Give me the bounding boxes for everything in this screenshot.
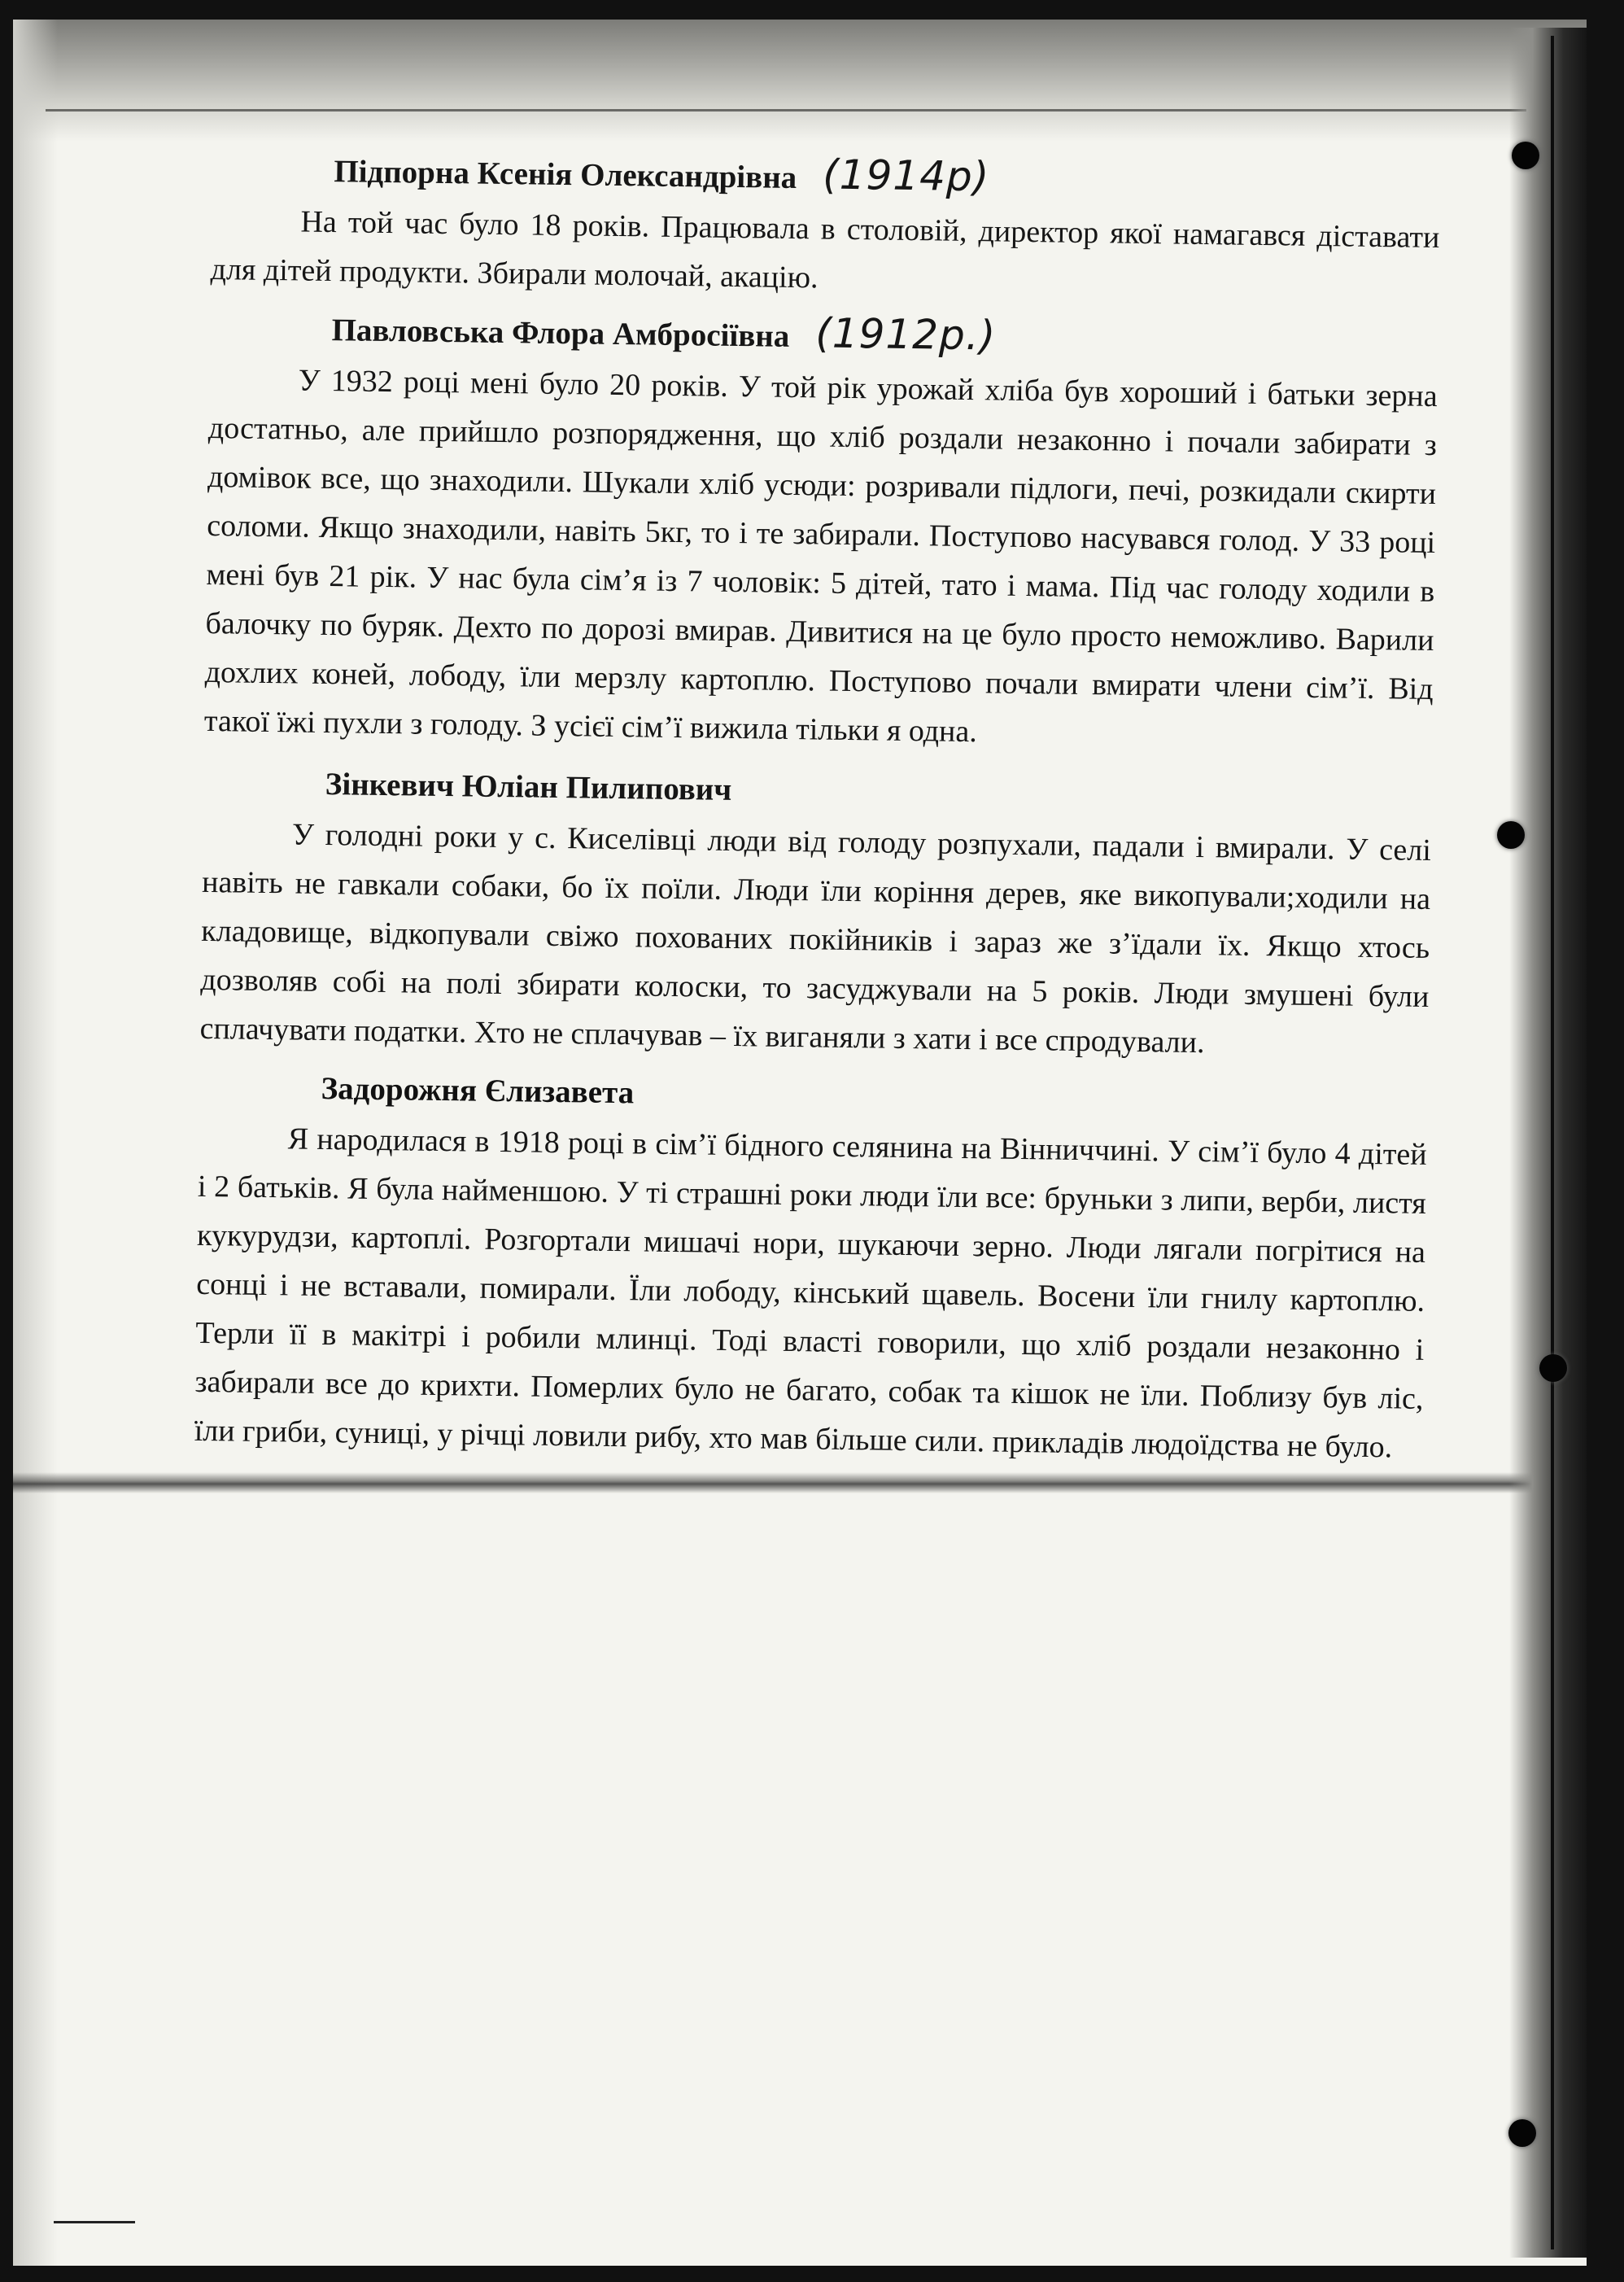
- photocopy-shadow-left: [13, 20, 58, 2266]
- bottom-mark: [54, 2221, 135, 2223]
- photocopy-shadow-top: [13, 20, 1587, 142]
- punch-hole-icon: [1539, 1354, 1567, 1382]
- person-name: Павловська Флора Амбросіївна: [331, 313, 790, 354]
- punch-hole-icon: [1508, 2119, 1536, 2147]
- page-edge-line: [1551, 36, 1554, 2249]
- handwritten-year: (1914р): [822, 151, 990, 201]
- testimony-section: [199, 757, 1432, 1070]
- testimony-section: [194, 1061, 1428, 1472]
- handwritten-year: (1912р.): [814, 309, 997, 360]
- testimony-section: [210, 140, 1440, 311]
- document-page: [13, 20, 1587, 2266]
- person-name: Підпорна Ксенія Олександрівна: [334, 154, 797, 196]
- person-name: Задорожня Єлизавета: [321, 1070, 635, 1111]
- punch-hole-icon: [1512, 142, 1539, 169]
- testimony-section: [204, 299, 1439, 763]
- document-body: [194, 133, 1441, 1477]
- testimony-text: У 1932 році мені було 20 років. У той рік урожай хліба був хороший і батьки зерна достатньо, але прийшло розпорядження, що хліб роздали незаконно і почали забирати з домівок все, що знаходили. Шукали хліб усюди: розривали підлоги, печі, розкидали скирти соломи. Якщо знаходили, навіть 5кг, то і те забирали. Поступово насувався голод. У 33 році мені був 21 рік. У нас була сім’я із 7 чоловік: 5 дітей, тато і мама. Під час голоду ходили в балочку по буряк. Дехто по дорозі вмирав. Дивитися на це було просто неможливо. Варили дохлих коней, лободу, їли мерзлу картоплю. Поступово почали вмирати члени сім’ї. Від такої їжі пухли з голоду. З усієї сім’ї вижила тільки я одна.: [203, 363, 1438, 750]
- testimony-text: На той час було 18 років. Працювала в столовій, директор якої намагався діставати для дітей продукти. Збирали молочай, акацію.: [210, 204, 1440, 295]
- photocopy-shadow-right: [1509, 28, 1587, 2258]
- testimony-text: У голодні роки у с. Киселівці люди від голоду розпухали, падали і вмирали. У селі навіть не гавкали собаки, бо їх поїли. Люди їли коріння дерев, яке викопували;ходили на кладовище, відкопували свіжо похованих покійників і зараз же з’їдали їх. Якщо хтось дозволяв собі на полі збирати колоски, то засуджували на 5 років. Люди змушені були сплачувати податки. Хто не сплачував – їх виганяли з хати і все спродували.: [199, 817, 1432, 1060]
- photocopy-rule-line: [46, 109, 1526, 111]
- person-name: Зінкевич Юліан Пилипович: [325, 767, 732, 807]
- punch-hole-icon: [1497, 821, 1525, 849]
- testimony-text: Я народилася в 1918 році в сім’ї бідного селянина на Вінниччині. У сім’ї було 4 дітей і 2 батьків. Я була найменшою. У ті страшні роки люди їли все: бруньки з липи, верби, листя кукурудзи, картоплі. Розгортали мишачі нори, шукаючи зерно. Люди лягали погрітися на сонці і не вставали, помирали. Їли лободу, кінський щавель. Восени їли гнилу картоплю. Терли її в макітрі і робили млинці. Тоді власті говорили, що хліб роздали незаконно і забирали все до крихти. Померлих було не багато, собак та кішок не їли. Поблизу був ліс, їли гриби, суниці, у річці ловили рибу, хто мав більше сили. прикладів людоїдства не було.: [194, 1121, 1427, 1465]
